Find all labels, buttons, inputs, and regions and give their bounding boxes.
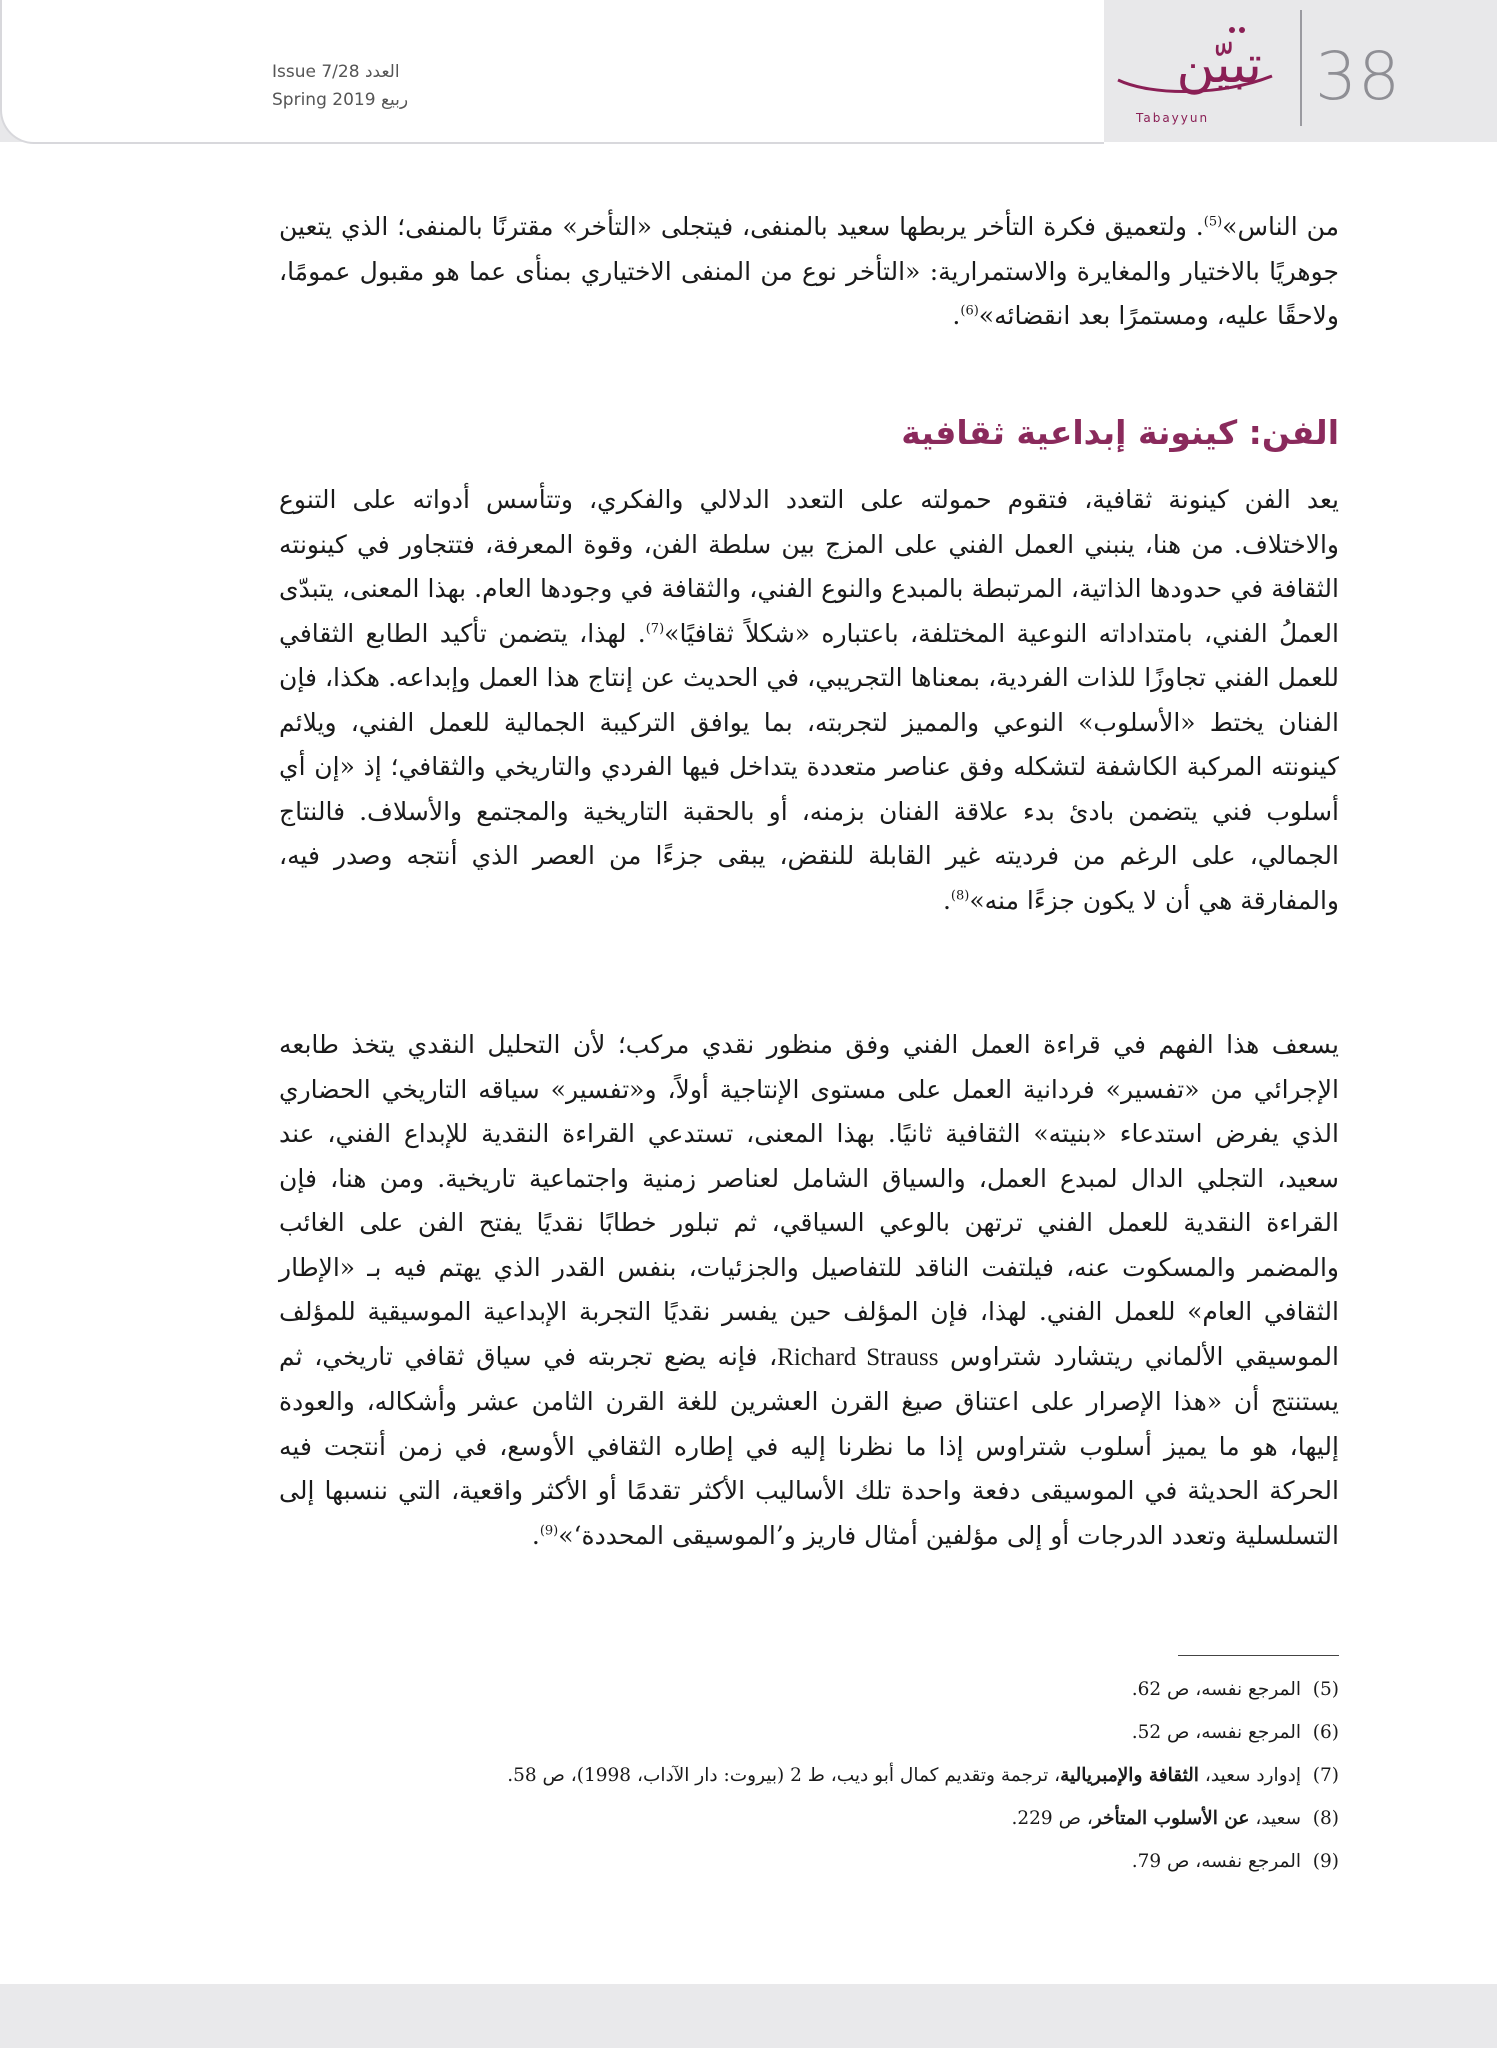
logo-latin-text: Tabayyun bbox=[1136, 111, 1210, 125]
footnote-item bbox=[279, 1840, 1339, 1883]
footnote-ref[interactable]: (5) bbox=[1203, 214, 1223, 230]
text-run: من الناس» bbox=[1222, 212, 1339, 241]
issue-en: Issue 7/28 bbox=[272, 62, 360, 82]
footnote-ref[interactable]: (8) bbox=[950, 888, 970, 904]
text-run: . لهذا، يتضمن تأكيد الطابع الثقافي للعمل الفني تجاوزًا للذات الفردية، بمعناها التجريبي، في الحديث عن إنتاج هذا العمل وإبداعه. هكذا، فإن الفنان يختط «الأسلوب» النوعي والمميز لتجربته، بما يوافق التركيبة الجمالية للعمل الفني، ويلائم كينونته المركبة الكاشفة لتشكله وفق عناصر متعددة يتداخل فيها الفردي والتاريخي والثقافي؛ إذ «إن أي أسلوب فني يتضمن بادئ بدء علاقة الفنان بزمنه، أو بالحقبة التاريخية والمجتمع والأسلاف. فالنتاج الجمالي، على الرغم من فرديته غير القابلة للنقض، يبقى جزءًا من العصر الذي أنتجه وصدر فيه، والمفارقة هي أن لا يكون جزءًا منه» bbox=[279, 618, 1339, 915]
text-run: يعد الفن كينونة ثقافية، فتقوم حمولته على التعدد الدلالي والفكري، وتتأسس أدواته على التنوع والاختلاف. من هنا، ينبني العمل الفني على المزج بين سلطة الفن، وقوة المعرفة، فتتجاور في كينونته الثقافة في حدودها الذاتية، المرتبطة بالمبدع والنوع الفني، والثقافة في وجودها العام. بهذا المعنى، يتبدّى العملُ الفني، بامتداداته النوعية المختلفة، باعتباره «شكلاً ثقافيًا» bbox=[279, 485, 1339, 648]
text-run: . bbox=[531, 1520, 540, 1550]
issue-ar: العدد bbox=[364, 62, 400, 82]
logo-arabic-mark: تبيّن bbox=[1176, 35, 1262, 95]
header-card bbox=[0, 0, 1104, 144]
text-run: يسعف هذا الفهم في قراءة العمل الفني وفق منظور نقدي مركب؛ لأن التحليل النقدي يتخذ طابعه الإجرائي من «تفسير» فردانية العمل على مستوى الإنتاجية أولاً، و«تفسير» سياقه التاريخي الحضاري الذي يفرض استدعاء «بنيته» الثقافية ثانيًا. بهذا المعنى، تستدعي القراءة النقدية للإبداع الفني، عند سعيد، التجلي الدال لمبدع العمل، والسياق الشامل لعناصر زمنية واجتماعية تاريخية. ومن هنا، فإن القراءة النقدية للعمل الفني ترتهن بالوعي السياقي، ثم تبلور خطابًا نقديًا يفتح الفن على الغائب والمضمر والمسكوت عنه، فيلتفت الناقد للتفاصيل والجزئيات، بنفس القدر الذي يهتم فيه بـ «الإطار الثقافي العام» للعمل الفني. لهذا، فإن المؤلف حين يفسر نقديًا التجربة الإبداعية الموسيقية للمؤلف الموسيقي الألماني ريتشارد شتراوس bbox=[279, 1030, 1339, 1371]
text-run: . bbox=[942, 885, 951, 915]
footnote-text: المرجع نفسه، ص 79. bbox=[1131, 1851, 1302, 1872]
header-divider bbox=[1300, 10, 1302, 126]
footnote-number: (6) bbox=[1312, 1722, 1339, 1743]
text-run: . ولتعميق فكرة التأخر يربطها سعيد بالمنفى، فيتجلى «التأخر» مقترنًا بالمنفى؛ الذي يتعين جوهريًا بالاختيار والمغايرة والاستمرارية: «التأخر نوع من المنفى الاختياري بمنأى عما هو مقبول عمومًا، ولاحقًا عليه، ومستمرًا بعد انقضائه» bbox=[279, 212, 1339, 330]
section-heading: الفن: كينونة إبداعية ثقافية bbox=[901, 413, 1339, 452]
season-line bbox=[272, 86, 408, 114]
footnote-number: (8) bbox=[1312, 1808, 1339, 1829]
issue-info bbox=[272, 58, 408, 114]
footnote-number: (5) bbox=[1312, 1679, 1339, 1700]
footnote-text: سعيد، bbox=[1249, 1808, 1302, 1829]
footnote-item bbox=[279, 1711, 1339, 1754]
season-ar: ربيع bbox=[380, 90, 409, 110]
footnote-text: ، ترجمة وتقديم كمال أبو ديب، ط 2 (بيروت: دار الآداب، 1998)، ص 58. bbox=[507, 1765, 1061, 1786]
footnote-ref[interactable]: (9) bbox=[539, 1523, 559, 1539]
page-number: 38 bbox=[1315, 38, 1401, 115]
footnote-ref[interactable]: (7) bbox=[645, 621, 665, 637]
body-paragraph bbox=[279, 1023, 1339, 1558]
footnote-ref[interactable]: (6) bbox=[960, 303, 979, 319]
footnote-item bbox=[279, 1797, 1339, 1840]
intro-paragraph bbox=[279, 205, 1339, 339]
footer-bar bbox=[0, 1984, 1497, 2048]
footnote-text: ، ص 229. bbox=[1011, 1808, 1093, 1829]
text-run: ، فإنه يضع تجربته في سياق ثقافي تاريخي، ثم يستنتج أن «هذا الإصرار على اعتناق صيغ القرن العشرين للغة القرن الثامن عشر وأشكاله، والعودة إليها، هو ما يميز أسلوب شتراوس إذا ما نظرنا إليه في إطاره الثقافي الأوسع، في زمن أنتجت فيه الحركة الحديثة في الموسيقى دفعة واحدة تلك الأساليب الأكثر تقدمًا أو الأكثر واقعية، التي ننسبها إلى التسلسلية وتعدد الدرجات أو إلى مؤلفين أمثال فاريز و’الموسيقى المحددة‘» bbox=[279, 1341, 1339, 1550]
logo-dot bbox=[1239, 27, 1245, 33]
footnote-book-title: الثقافة والإمبريالية bbox=[1060, 1765, 1199, 1786]
footnotes bbox=[279, 1668, 1339, 1883]
issue-line bbox=[272, 58, 408, 86]
footnote-item bbox=[279, 1754, 1339, 1797]
logo-dot bbox=[1229, 27, 1235, 33]
footnote-item bbox=[279, 1668, 1339, 1711]
text-run: . bbox=[952, 301, 961, 330]
footnote-number: (7) bbox=[1312, 1765, 1339, 1786]
footnote-text: المرجع نفسه، ص 52. bbox=[1131, 1722, 1302, 1743]
footnote-text: إدوارد سعيد، bbox=[1198, 1765, 1302, 1786]
footnote-text: المرجع نفسه، ص 62. bbox=[1131, 1679, 1302, 1700]
latin-name: Richard Strauss bbox=[777, 1343, 939, 1371]
footnote-rule bbox=[1178, 1655, 1339, 1656]
footnote-book-title: عن الأسلوب المتأخر bbox=[1092, 1808, 1250, 1829]
paragraph bbox=[279, 478, 1339, 923]
season-en: Spring 2019 bbox=[272, 90, 376, 110]
paragraph bbox=[279, 205, 1339, 339]
body-paragraph bbox=[279, 478, 1339, 923]
paragraph bbox=[279, 1023, 1339, 1558]
footnote-number: (9) bbox=[1312, 1851, 1339, 1872]
